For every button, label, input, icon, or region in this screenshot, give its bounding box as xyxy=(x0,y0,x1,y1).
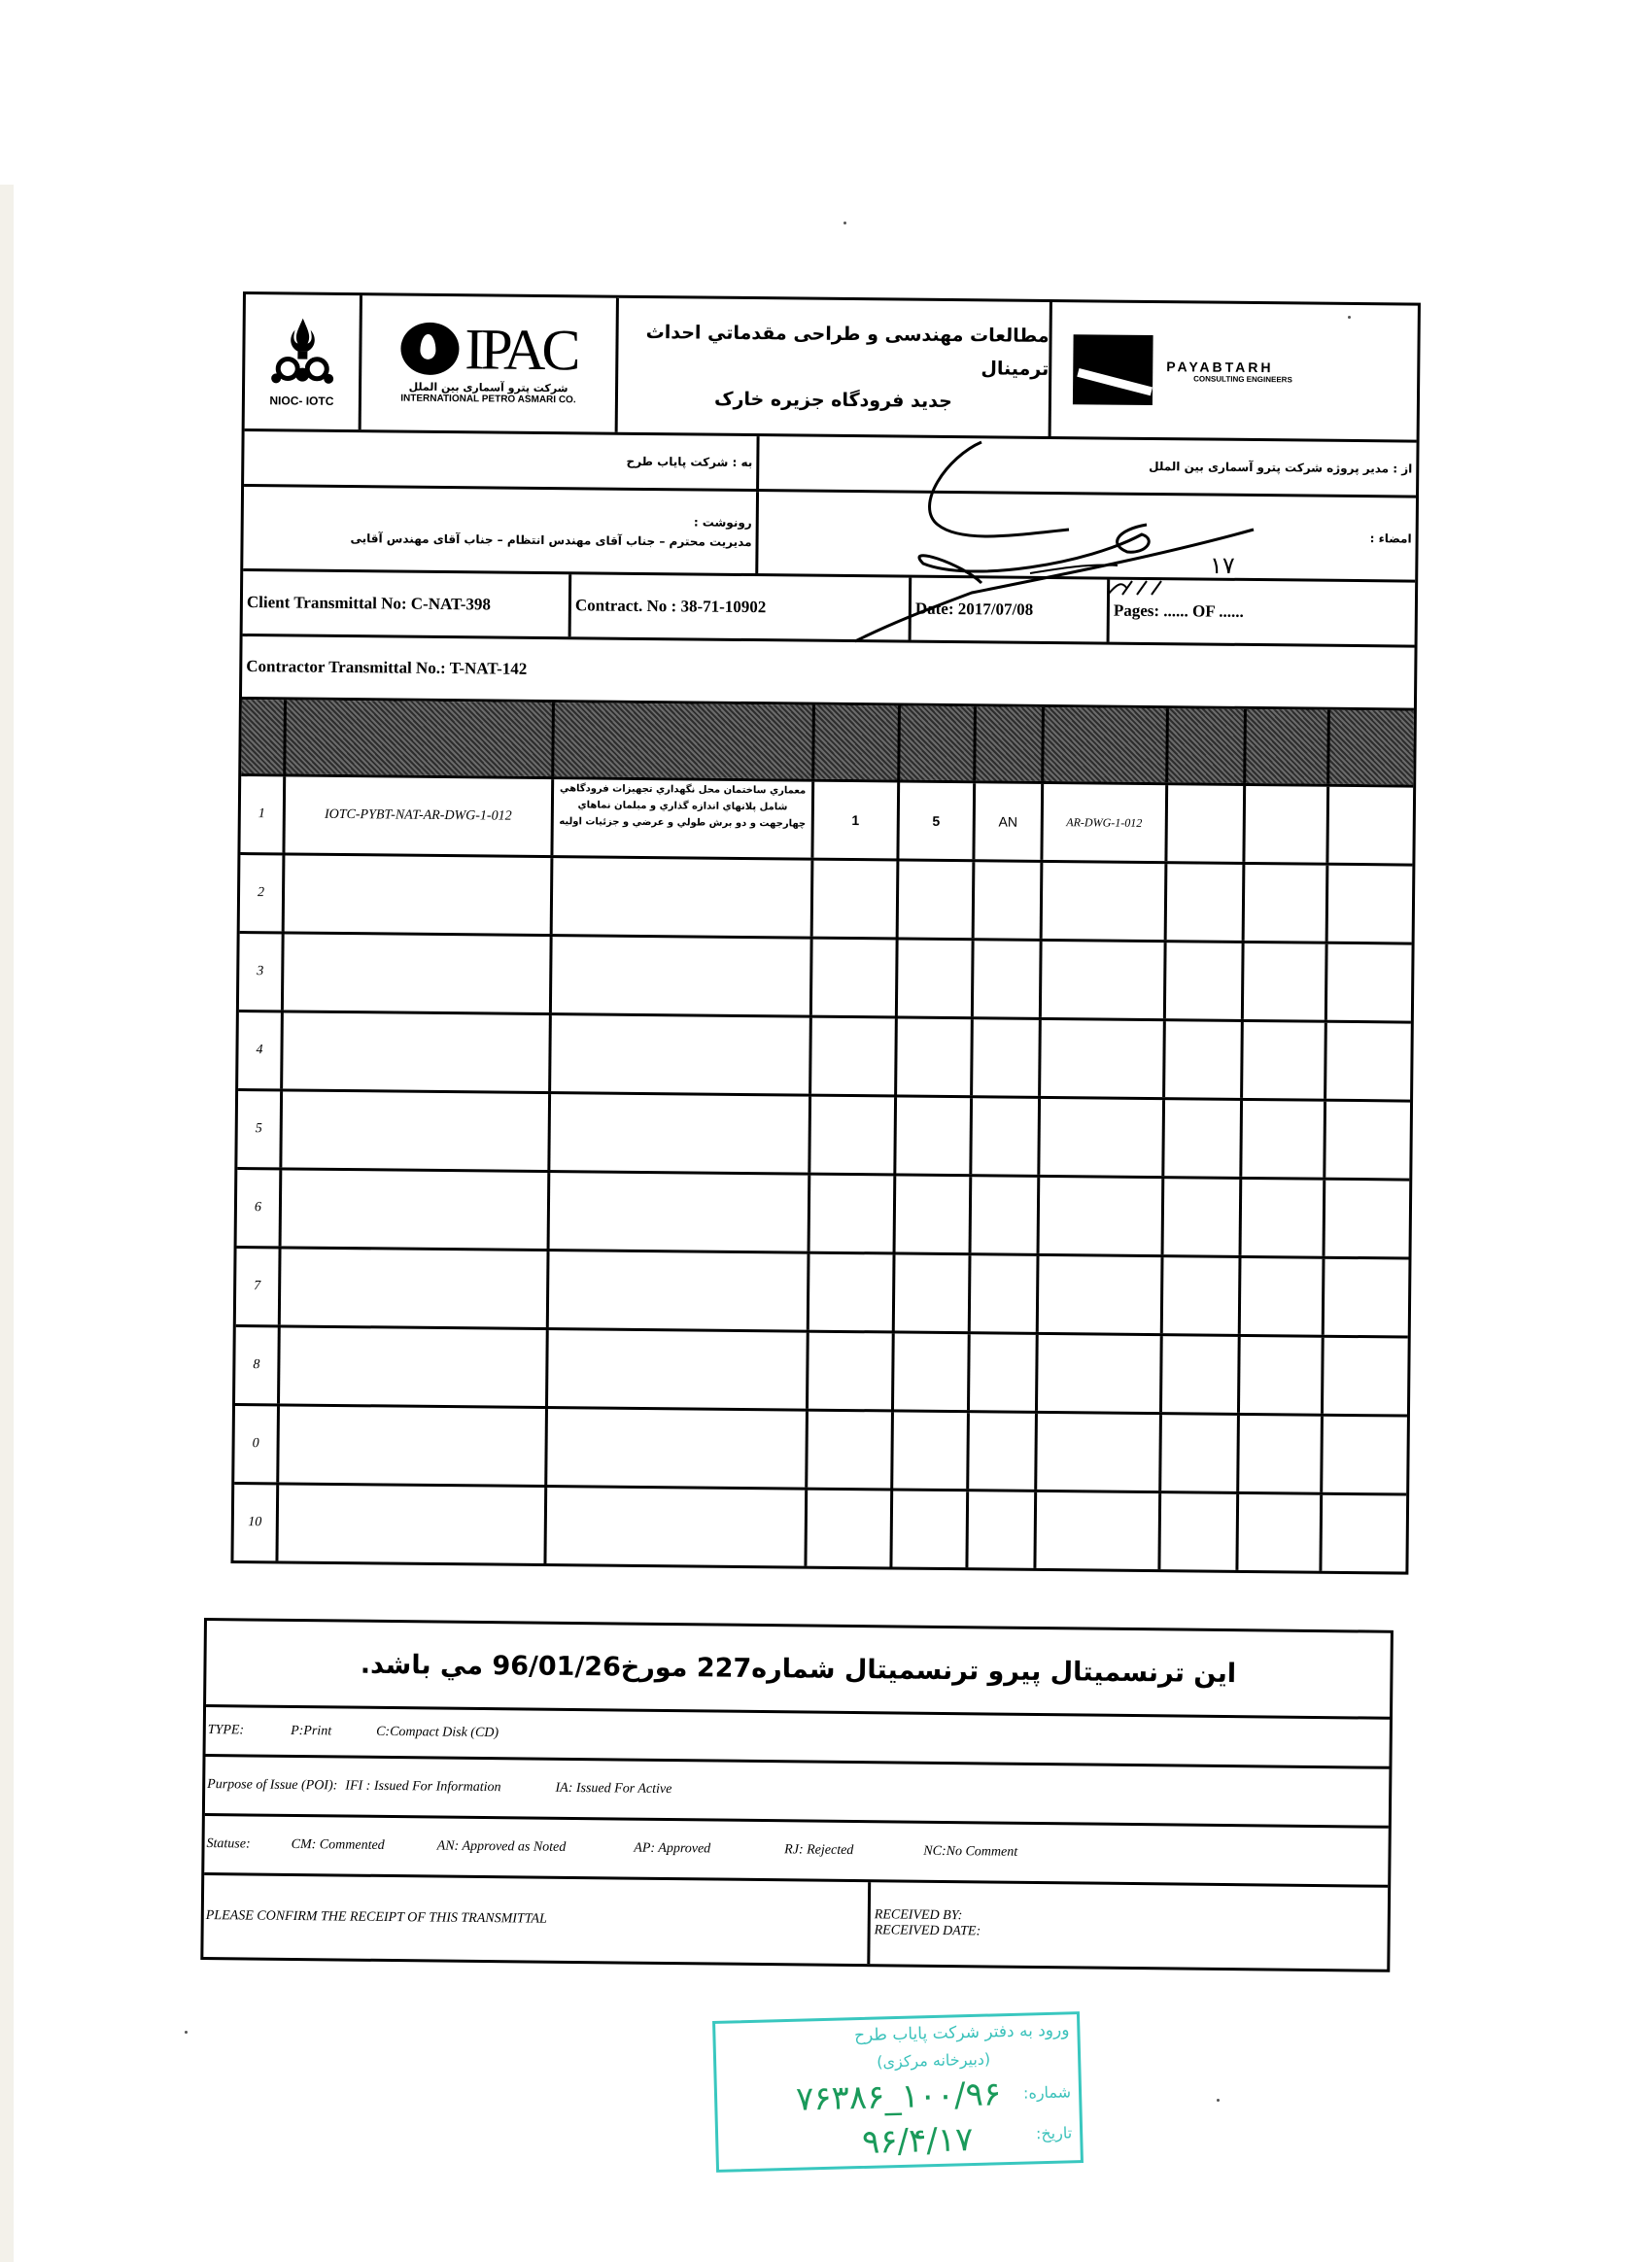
col-8-cell xyxy=(1161,1415,1240,1491)
col-4-cell xyxy=(812,940,899,1016)
row-number: 7 xyxy=(254,1279,261,1294)
col-4-cell xyxy=(807,1491,893,1567)
status-code-cell xyxy=(975,783,1044,860)
document-number-cell xyxy=(280,1327,549,1406)
col-8-cell xyxy=(1167,785,1246,862)
scan-edge xyxy=(0,185,14,2262)
col-5-cell xyxy=(896,1176,973,1252)
col-5-cell xyxy=(899,783,976,860)
row-number-cell xyxy=(240,855,286,931)
cc-label: رونوشت : xyxy=(693,515,752,531)
table-body xyxy=(233,776,1413,1572)
table-row xyxy=(240,776,1413,867)
row-number: 6 xyxy=(254,1200,262,1216)
col-9-cell xyxy=(1243,1022,1327,1099)
transmittal-form xyxy=(230,291,1421,1575)
col-10-cell xyxy=(1326,1023,1411,1100)
nioc-logo xyxy=(245,294,362,429)
document-number-cell xyxy=(284,934,553,1012)
col-9-cell xyxy=(1240,1337,1325,1414)
table-header xyxy=(241,700,1414,788)
document-number-cell xyxy=(282,1091,551,1170)
pages-field: Pages: ...... OF ...... xyxy=(1113,600,1244,621)
col-4-cell xyxy=(809,1254,896,1331)
ipac-logo xyxy=(361,295,619,432)
ipac-name-en: INTERNATIONAL PETRO ASMARI CO. xyxy=(400,393,576,406)
status-code-cell xyxy=(974,941,1043,1017)
document-number-cell xyxy=(285,776,554,855)
status-an: AN: Approved as Noted xyxy=(436,1838,567,1855)
footer-box xyxy=(200,1618,1394,1972)
document-title xyxy=(680,1017,681,1091)
col-8-cell xyxy=(1163,1257,1242,1334)
status-code-cell xyxy=(971,1255,1040,1332)
header-cell xyxy=(1246,709,1330,784)
status-ap: AP: Approved xyxy=(634,1840,711,1857)
type-label: TYPE: xyxy=(207,1723,245,1738)
stamp-number-label: شماره: xyxy=(1022,2082,1072,2103)
document-title: معماري ساختمان محل نگهداري تجهيزات فرودگاهي شامل پلانهاي اندازه گذاري و مبلمان نماهاي چهارجهت و دو برش طولي و عرضي و جزئيات اوليه xyxy=(559,783,807,830)
header-cell xyxy=(554,703,815,779)
row-number-cell xyxy=(237,1170,283,1246)
col-4-cell xyxy=(810,1176,897,1252)
poi-ia: IA: Issued For Active xyxy=(555,1780,672,1798)
received-stamp xyxy=(712,2011,1084,2173)
ipac-drop-icon xyxy=(400,323,460,376)
header-cell xyxy=(900,706,977,781)
header-cell xyxy=(976,706,1045,781)
status-cm: CM: Commented xyxy=(291,1836,385,1853)
row-number-cell xyxy=(236,1249,282,1324)
drawing-ref: AR-DWG-1-012 xyxy=(1066,814,1143,830)
table-row xyxy=(238,1012,1411,1103)
col-8-cell xyxy=(1164,1100,1243,1177)
col-5-cell xyxy=(896,1097,973,1174)
cc-row xyxy=(243,487,1416,583)
confirm-row xyxy=(203,1875,1388,1970)
status-code-cell xyxy=(970,1334,1039,1411)
document-number-cell xyxy=(282,1170,551,1249)
status-rj: RJ: Rejected xyxy=(784,1842,854,1859)
col-5-cell xyxy=(897,1019,974,1096)
col-9-cell xyxy=(1244,943,1328,1020)
table-row xyxy=(239,934,1412,1024)
document-title xyxy=(680,939,681,1012)
from-field: از : مدیر پروژه شرکت پترو آسماری بین الملل xyxy=(1149,459,1413,476)
client-transmittal-no: Client Transmittal No: C-NAT-398 xyxy=(243,571,572,636)
document-title xyxy=(677,1253,678,1327)
drawing-ref-cell xyxy=(1043,863,1168,940)
col-9-cell xyxy=(1238,1494,1323,1571)
row-number: 3 xyxy=(257,964,264,979)
reference-note: اين ترنسميتال پيرو ترنسميتال شماره227 مورخ96/01/26 مي باشد. xyxy=(206,1621,1391,1720)
ipac-name-fa: شرکت پترو آسماری بین الملل xyxy=(408,380,568,395)
stamp-date: ۹۶/۴/۱۷ xyxy=(861,2120,974,2162)
project-title-line1: مطالعات مهندسی و طراحی مقدماتي احداث ترمينال xyxy=(645,321,1050,380)
table-row xyxy=(236,1249,1409,1339)
col-5-cell xyxy=(893,1412,970,1489)
to-field: به : شرکت پایاب طرح xyxy=(244,431,759,489)
col-10-cell xyxy=(1325,1102,1410,1179)
header-cell xyxy=(1168,708,1247,783)
cc-field xyxy=(243,487,759,573)
col-10-cell xyxy=(1328,787,1413,864)
stamp-number: ۱۰۰/۹۶_۷۶۳۸۶ xyxy=(795,2074,1002,2119)
col-9-cell xyxy=(1245,865,1329,942)
document-number-cell xyxy=(279,1406,548,1485)
col-9-cell xyxy=(1241,1258,1325,1335)
received-fields xyxy=(870,1882,1388,1970)
document-number: IOTC-PYBT-NAT-AR-DWG-1-012 xyxy=(324,806,512,824)
document-title xyxy=(676,1411,677,1485)
document-title-cell xyxy=(550,1094,811,1173)
row-number: 5 xyxy=(255,1121,262,1137)
col-5-cell xyxy=(895,1254,972,1331)
table-row xyxy=(235,1327,1408,1418)
table-row xyxy=(237,1170,1410,1260)
col-8-cell xyxy=(1164,1179,1243,1255)
scan-speck xyxy=(1217,2099,1220,2102)
poi-label: Purpose of Issue (POI): xyxy=(207,1777,338,1794)
drawing-ref-cell xyxy=(1040,1099,1165,1176)
col-9-cell xyxy=(1242,1101,1326,1178)
received-by: RECEIVED BY: xyxy=(874,1907,963,1924)
form-header xyxy=(245,294,1418,443)
row-number-cell xyxy=(233,1485,279,1560)
confirm-receipt: PLEASE CONFIRM THE RECEIPT OF THIS TRANSMITTAL xyxy=(203,1875,871,1964)
document-title-cell xyxy=(548,1330,809,1409)
col-4-cell xyxy=(810,1097,897,1174)
drawing-ref-cell xyxy=(1036,1492,1161,1569)
contractor-transmittal-no: Contractor Transmittal No.: T-NAT-142 xyxy=(242,636,1415,711)
stamp-line2: (دبیرخانه مرکزی) xyxy=(876,2049,991,2072)
nioc-flame-icon xyxy=(268,316,337,387)
row-number: 0 xyxy=(252,1436,259,1452)
document-title-cell xyxy=(546,1488,808,1566)
date-field: Date: 2017/07/08 xyxy=(912,578,1111,642)
row-number-cell xyxy=(240,776,286,852)
status-code: AN xyxy=(998,813,1018,830)
project-title xyxy=(618,298,1052,436)
col-10-cell xyxy=(1322,1495,1406,1572)
document-title-cell xyxy=(550,1173,811,1251)
col-5: 5 xyxy=(932,812,941,829)
stamp-line1: ورود به دفتر شرکت پایاب طرح xyxy=(853,2020,1070,2046)
payabtarh-name: PAYABTARH xyxy=(1166,358,1274,375)
status-code-cell xyxy=(968,1491,1037,1568)
document-title xyxy=(681,860,682,934)
document-title-cell xyxy=(547,1409,809,1488)
row-number-cell xyxy=(234,1406,280,1482)
drawing-ref-cell xyxy=(1043,784,1168,861)
drawing-ref-cell xyxy=(1042,942,1167,1018)
status-code-cell xyxy=(972,1098,1041,1175)
scan-speck xyxy=(185,2031,188,2034)
nioc-label: NIOC- IOTC xyxy=(269,394,334,408)
status-code-cell xyxy=(973,1019,1042,1096)
info-row xyxy=(243,571,1416,648)
document-title xyxy=(677,1332,678,1406)
status-code-cell xyxy=(975,862,1044,939)
drawing-ref-cell xyxy=(1039,1256,1164,1333)
col-9-cell xyxy=(1245,786,1329,863)
row-number-cell xyxy=(237,1091,283,1167)
col-10-cell xyxy=(1327,944,1412,1021)
payabtarh-logo xyxy=(1051,302,1418,440)
row-number: 10 xyxy=(248,1515,262,1530)
col-10-cell xyxy=(1323,1417,1407,1493)
scan-speck xyxy=(843,222,846,224)
type-print: P:Print xyxy=(291,1723,332,1739)
row-number: 1 xyxy=(258,806,265,822)
status-label: Statuse: xyxy=(206,1836,251,1852)
document-number-cell xyxy=(281,1249,550,1327)
document-title-cell xyxy=(552,937,813,1015)
row-number: 8 xyxy=(253,1357,260,1373)
table-row xyxy=(240,855,1413,945)
table-row xyxy=(233,1485,1406,1572)
row-number: 2 xyxy=(257,885,265,901)
col-8-cell xyxy=(1166,942,1245,1019)
col-5-cell xyxy=(894,1333,971,1410)
col-10-cell xyxy=(1324,1338,1408,1415)
document-title-cell xyxy=(553,779,814,858)
header-cell xyxy=(286,700,555,776)
col-8-cell xyxy=(1167,864,1246,941)
payabtarh-sub: CONSULTING ENGINEERS xyxy=(1193,373,1292,384)
document-title xyxy=(675,1490,676,1563)
col-4-cell xyxy=(813,782,900,859)
type-cd: C:Compact Disk (CD) xyxy=(376,1724,499,1741)
status-code-cell xyxy=(972,1177,1041,1253)
drawing-ref-cell xyxy=(1040,1178,1165,1254)
signature-label: امضاء : xyxy=(1369,531,1412,546)
drawing-ref-cell xyxy=(1037,1414,1162,1491)
col-10-cell xyxy=(1325,1181,1410,1257)
col-5-cell xyxy=(892,1491,969,1567)
row-number-cell xyxy=(239,934,285,1010)
col-8-cell xyxy=(1162,1336,1241,1413)
col-8-cell xyxy=(1160,1493,1239,1570)
table-row xyxy=(237,1091,1410,1182)
header-cell xyxy=(1329,710,1414,785)
table-row xyxy=(234,1406,1407,1496)
col-4-cell xyxy=(811,1018,898,1095)
col-4-cell xyxy=(813,861,900,938)
drawing-ref-cell xyxy=(1041,1020,1166,1097)
col-4: 1 xyxy=(851,812,860,829)
col-9-cell xyxy=(1239,1416,1324,1492)
signature-field xyxy=(758,492,1416,579)
col-4-cell xyxy=(809,1333,895,1410)
project-title-line2: جديد فرودگاه جزيره خارک xyxy=(713,388,952,413)
document-title-cell xyxy=(553,858,814,937)
status-code-cell xyxy=(969,1413,1038,1490)
ipac-logo-text: IPAC xyxy=(465,317,577,383)
col-10-cell xyxy=(1325,1259,1409,1336)
poi-ifi: IFI : Issued For Information xyxy=(345,1778,501,1796)
document-number-cell xyxy=(285,855,554,934)
col-5-cell xyxy=(899,862,976,939)
document-number-cell xyxy=(283,1012,552,1091)
row-number-cell xyxy=(238,1012,284,1088)
contract-no: Contract. No : 38-71-10902 xyxy=(571,574,912,639)
status-nc: NC:No Comment xyxy=(923,1843,1018,1860)
document-title-cell xyxy=(551,1015,812,1094)
col-8-cell xyxy=(1165,1021,1244,1098)
document-title xyxy=(678,1175,679,1249)
col-10-cell xyxy=(1328,866,1413,942)
header-cell xyxy=(814,705,901,780)
document-number-cell xyxy=(278,1485,547,1563)
header-cell xyxy=(1044,707,1169,782)
row-number: 4 xyxy=(256,1043,263,1058)
document-title xyxy=(679,1096,680,1170)
col-9-cell xyxy=(1242,1180,1326,1256)
col-5-cell xyxy=(898,941,975,1017)
col-4-cell xyxy=(808,1412,894,1489)
received-date: RECEIVED DATE: xyxy=(874,1923,981,1939)
handwritten-note: ۱۷ xyxy=(1210,552,1235,579)
payabtarh-mark-icon xyxy=(1073,334,1153,405)
stamp-date-label: تاریخ: xyxy=(1035,2123,1073,2143)
drawing-ref-cell xyxy=(1038,1335,1163,1412)
cc-recipients: مدیریت محترم – جناب آقای مهندس انتظام – جناب آقای مهندس آقایی xyxy=(350,531,752,550)
document-title-cell xyxy=(549,1251,810,1330)
header-cell xyxy=(241,700,287,773)
row-number-cell xyxy=(235,1327,281,1403)
